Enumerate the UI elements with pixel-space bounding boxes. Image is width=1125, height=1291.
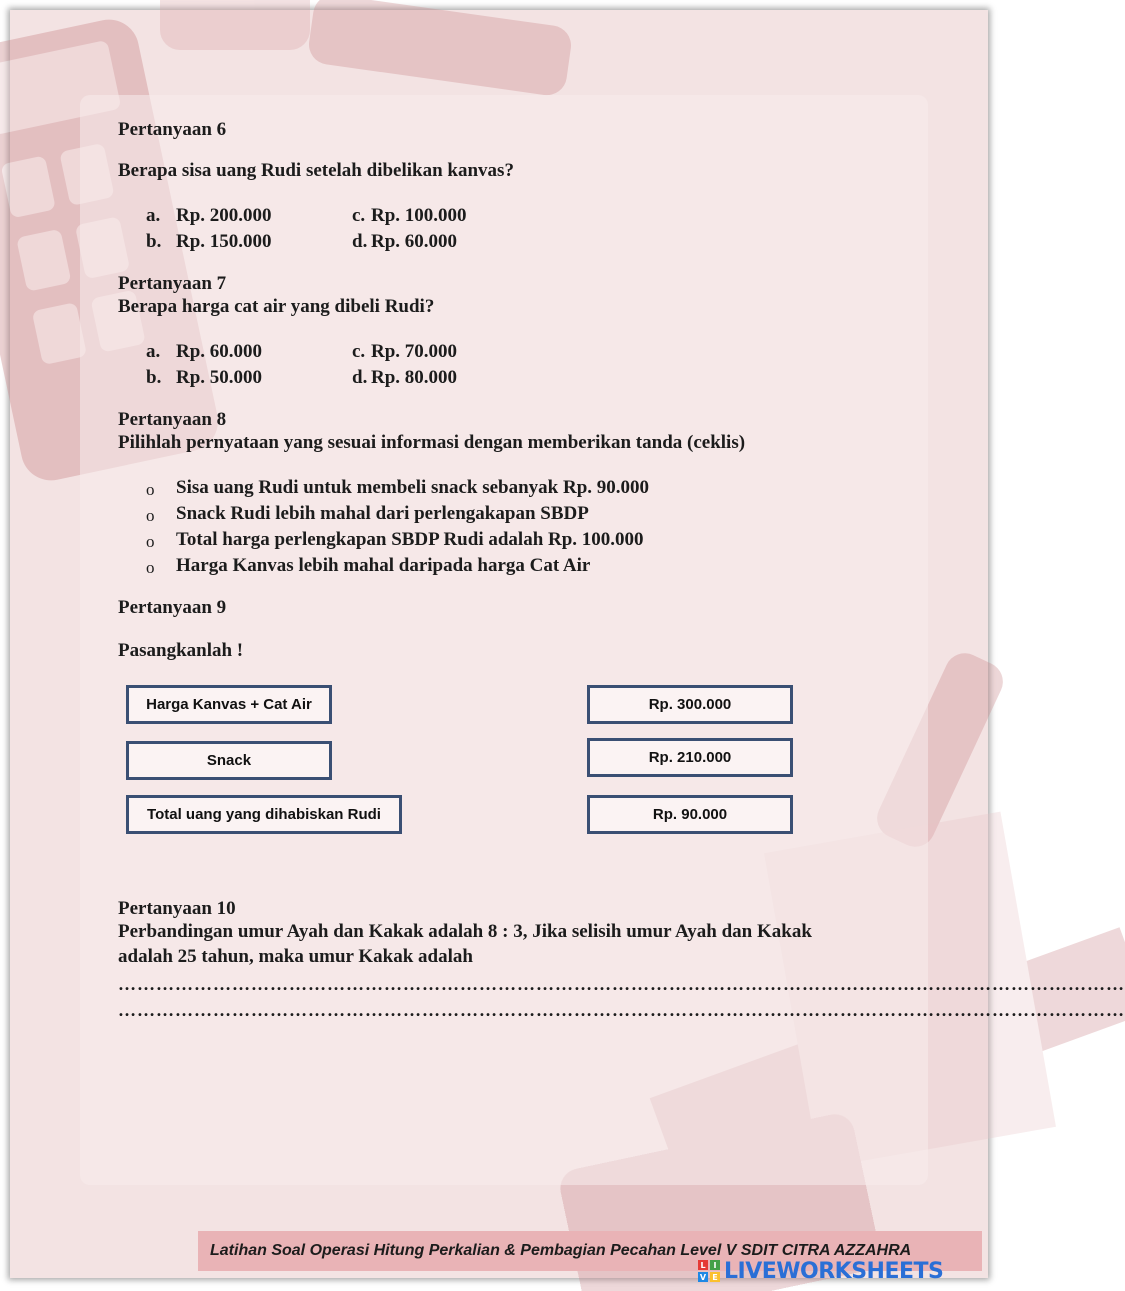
liveworksheets-logo[interactable] [698, 1257, 943, 1285]
q10-question-line2: adalah 25 tahun, maka umur Kakak adalah [118, 946, 473, 967]
q8-checkbox-4[interactable]: o [146, 558, 155, 577]
q7-option-a-label: a. [146, 341, 161, 362]
match-right-1[interactable]: Rp. 300.000 [587, 685, 793, 724]
q7-option-a[interactable]: Rp. 60.000 [176, 341, 263, 362]
q6-option-b[interactable]: Rp. 150.000 [176, 231, 272, 252]
q6-option-c[interactable]: Rp. 100.000 [371, 205, 467, 226]
q7-option-c[interactable]: Rp. 70.000 [371, 341, 458, 362]
q8-checkbox-3[interactable]: o [146, 532, 155, 551]
q6-option-a-label: a. [146, 205, 161, 226]
q10-title: Pertanyaan 10 [118, 898, 236, 919]
match-left-1[interactable]: Harga Kanvas + Cat Air [126, 685, 332, 724]
q7-option-d-label: d. [352, 367, 368, 388]
q7-option-d[interactable]: Rp. 80.000 [371, 367, 458, 388]
q9-instruction: Pasangkanlah ! [118, 640, 244, 661]
q6-option-d-label: d. [352, 231, 368, 252]
q8-statement-3: Total harga perlengkapan SBDP Rudi adalah Rp. 100.000 [176, 529, 644, 550]
q8-question: Pilihlah pernyataan yang sesuai informasi dengan memberikan tanda (ceklis) [118, 432, 746, 453]
match-left-3[interactable]: Total uang yang dihabiskan Rudi [126, 795, 402, 834]
q6-option-a[interactable]: Rp. 200.000 [176, 205, 272, 226]
match-right-3[interactable]: Rp. 90.000 [587, 795, 793, 834]
q10-answer-line-1[interactable]: …………………………………………………………………………………………………………………………………………… [118, 974, 1125, 994]
match-right-2[interactable]: Rp. 210.000 [587, 738, 793, 777]
q6-option-d[interactable]: Rp. 60.000 [371, 231, 458, 252]
q7-option-b-label: b. [146, 367, 162, 388]
q8-statement-1: Sisa uang Rudi untuk membeli snack sebanyak Rp. 90.000 [176, 477, 650, 498]
logo-letter-v: V [699, 1272, 707, 1282]
footer-text: Latihan Soal Operasi Hitung Perkalian & Pembagian Pecahan Level V SDIT CITRA AZZAHRA [210, 1242, 912, 1259]
match-left-2[interactable]: Snack [126, 741, 332, 780]
q6-option-b-label: b. [146, 231, 162, 252]
q7-option-b[interactable]: Rp. 50.000 [176, 367, 263, 388]
q7-title: Pertanyaan 7 [118, 273, 227, 294]
q8-checkbox-2[interactable]: o [146, 506, 155, 525]
logo-letter-l: L [698, 1260, 708, 1270]
q6-question: Berapa sisa uang Rudi setelah dibelikan kanvas? [118, 160, 514, 181]
q8-statement-4: Harga Kanvas lebih mahal daripada harga Cat Air [176, 555, 591, 576]
q6-option-c-label: c. [352, 205, 366, 226]
logo-letter-e: E [710, 1272, 720, 1282]
q10-question-line1: Perbandingan umur Ayah dan Kakak adalah 8 : 3, Jika selisih umur Ayah dan Kakak [118, 921, 812, 942]
q9-title: Pertanyaan 9 [118, 597, 227, 618]
logo-letter-i: I [710, 1260, 720, 1270]
q6-title: Pertanyaan 6 [118, 119, 227, 140]
q8-statement-2: Snack Rudi lebih mahal dari perlengakapan SBDP [176, 503, 589, 524]
liveworksheets-logo-icon [698, 1260, 720, 1282]
q7-option-c-label: c. [352, 341, 366, 362]
q10-answer-line-2[interactable]: …………………………………………………………………………………………………………………………………………… [118, 1000, 1125, 1020]
q7-question: Berapa harga cat air yang dibeli Rudi? [118, 296, 435, 317]
q8-title: Pertanyaan 8 [118, 409, 227, 430]
q8-checkbox-1[interactable]: o [146, 480, 155, 499]
liveworksheets-wordmark: LIVEWORKSHEETS [724, 1258, 944, 1284]
